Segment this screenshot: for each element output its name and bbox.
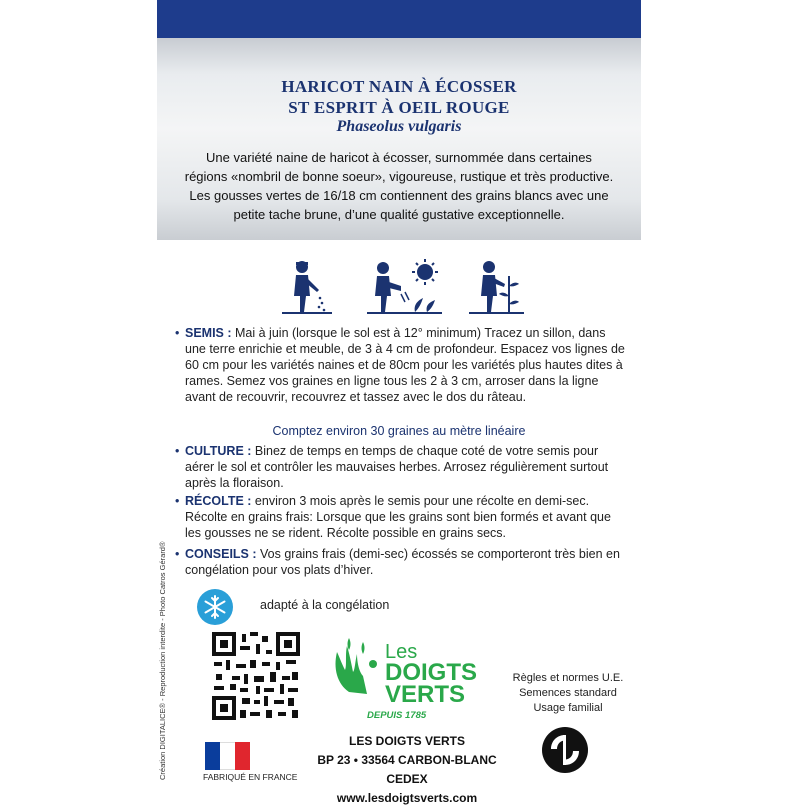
snowflake-icon xyxy=(197,589,233,625)
product-title-line2: ST ESPRIT À OEIL ROUGE xyxy=(288,98,510,117)
semis-text: Mai à juin (lorsque le sol est à 12° minimum) Tracez un sillon, dans une terre enrichie et meuble, de 3 à 4 cm de profondeur. Espacez vos lignes de 60 cm pour les variétés naines et de 80cm pour les variétés plus hautes dites à rames. Semez vos graines en ligne tous les 2 à 3 cm, arroser dans la ligne avant de recouvrir, recouvrez et tassez avec le dos du râteau. xyxy=(185,326,625,404)
product-title-line1: HARICOT NAIN À ÉCOSSER xyxy=(281,77,517,96)
bullet: • xyxy=(175,444,180,458)
rules-line1: Règles et normes U.E. xyxy=(512,672,624,684)
section-culture xyxy=(175,443,625,491)
latin-name: Phaseolus vulgaris xyxy=(336,118,462,135)
product-description: Une variété naine de haricot à écosser, surnommée dans certaines régions «nombril de bonne soeur», vigoureuse, rustique et très productive. Les gousses vertes de 16/18 cm contiennent des grains blancs avec une petite tache brune, d’une qualité gustative exceptionnelle. xyxy=(184,150,614,222)
copyright-credit: Création DIGITALICE® - Reproduction interdite - Photo Catros Gérard® xyxy=(158,541,167,780)
company-address xyxy=(302,732,512,808)
sowing-icon xyxy=(282,258,332,314)
conseils-label: CONSEILS : xyxy=(185,547,257,561)
made-in-france-label: FABRIQUÉ EN FRANCE xyxy=(203,772,298,782)
bullet: • xyxy=(175,326,180,340)
company-website[interactable]: www.lesdoigtsverts.com xyxy=(336,791,478,805)
brand-since: DEPUIS 1785 xyxy=(367,710,427,721)
section-semis xyxy=(175,325,625,405)
french-flag-icon xyxy=(205,742,250,770)
regulation-notes xyxy=(503,671,633,716)
culture-text: Binez de temps en temps de chaque coté de votre semis pour aérer le sol et contrôler les mauvaises herbes. Arrosez régulièrement surtout après la floraison. xyxy=(185,444,609,490)
staking-plant-icon xyxy=(469,258,524,314)
company-name: LES DOIGTS VERTS xyxy=(348,734,465,748)
recolte-label: RÉCOLTE : xyxy=(185,494,252,508)
bullet: • xyxy=(175,494,180,508)
rules-line2: Semences standard xyxy=(519,687,617,699)
brand-logo xyxy=(327,632,492,724)
seed-count-note: Comptez environ 30 graines au mètre linéaire xyxy=(272,424,526,438)
brand-line2: DOIGTS xyxy=(385,659,478,686)
green-dot-recycling-icon xyxy=(542,727,588,773)
bullet: • xyxy=(175,547,180,561)
freezing-label: adapté à la congélation xyxy=(260,598,390,612)
top-blue-band xyxy=(157,0,641,38)
section-recolte xyxy=(175,493,625,541)
conseils-text: Vos grains frais (demi-sec) écossés se comporteront très bien en congélation pour vos plats d’hiver. xyxy=(185,547,620,577)
section-conseils xyxy=(175,546,625,578)
brand-line1: Les xyxy=(385,641,418,663)
instruction-icons xyxy=(157,258,641,318)
watering-sun-icon xyxy=(367,258,442,314)
brand-line3: VERTS xyxy=(385,681,466,708)
seed-packet-back xyxy=(157,0,641,805)
recolte-text: environ 3 mois après le semis pour une récolte en demi-sec. Récolte en grains frais: Lorsque que les grains sont bien formés et avant que les gousses ne se rident. Récolte possible en grains secs. xyxy=(185,494,611,540)
qr-code[interactable] xyxy=(212,632,300,720)
company-street: BP 23 • 33564 CARBON-BLANC CEDEX xyxy=(317,753,497,786)
culture-label: CULTURE : xyxy=(185,444,252,458)
rules-line3: Usage familial xyxy=(533,702,603,714)
semis-label: SEMIS : xyxy=(185,326,232,340)
